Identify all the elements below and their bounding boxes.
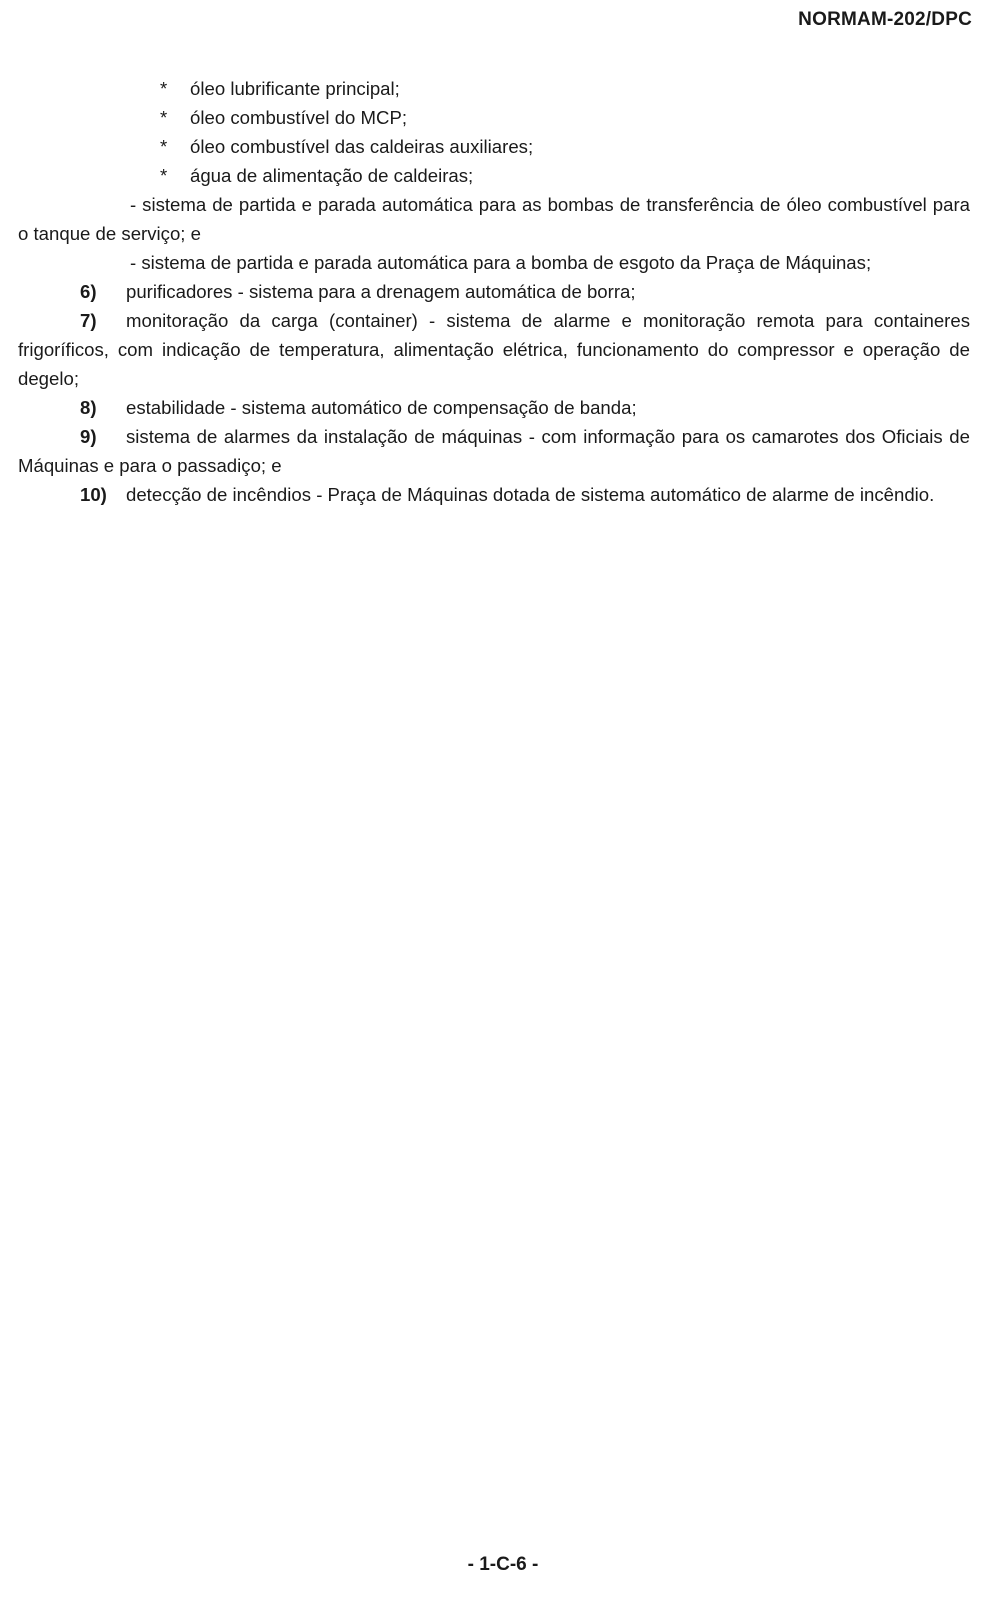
item-text: sistema de alarmes da instalação de máquinas - com informação para os camarotes dos Oficiais de Máquinas e para o passadiço; e bbox=[18, 426, 970, 476]
dash-paragraph: - sistema de partida e parada automática para a bomba de esgoto da Praça de Máquinas; bbox=[130, 252, 872, 273]
numbered-item bbox=[18, 393, 970, 422]
item-number: 6) bbox=[80, 281, 97, 302]
document-code-header: NORMAM-202/DPC bbox=[798, 9, 972, 30]
item-number: 8) bbox=[80, 397, 97, 418]
bullet-text: água de alimentação de caldeiras; bbox=[190, 165, 474, 186]
bullet-item bbox=[160, 74, 970, 103]
document-body bbox=[18, 74, 970, 509]
numbered-item bbox=[18, 277, 970, 306]
bullet-text: óleo combustível das caldeiras auxiliares; bbox=[190, 136, 534, 157]
item-number: 10) bbox=[80, 484, 107, 505]
bullet-text: óleo lubrificante principal; bbox=[190, 78, 400, 99]
bullet-text: óleo combustível do MCP; bbox=[190, 107, 408, 128]
item-number: 9) bbox=[80, 426, 97, 447]
item-text: estabilidade - sistema automático de compensação de banda; bbox=[126, 397, 637, 418]
item-text: detecção de incêndios - Praça de Máquinas dotada de sistema automático de alarme de incêndio. bbox=[126, 484, 935, 505]
numbered-item bbox=[18, 422, 970, 480]
asterisk-bullet: * bbox=[160, 107, 168, 128]
page-number-footer: - 1-C-6 - bbox=[467, 1554, 539, 1575]
item-number: 7) bbox=[80, 310, 97, 331]
dash-paragraph: - sistema de partida e parada automática para as bombas de transferência de óleo combustível para o tanque de serviço; e bbox=[18, 194, 970, 244]
asterisk-bullet: * bbox=[160, 136, 168, 157]
asterisk-bullet: * bbox=[160, 78, 168, 99]
bullet-item bbox=[160, 103, 970, 132]
asterisk-bullet: * bbox=[160, 165, 168, 186]
numbered-item bbox=[18, 480, 970, 509]
bullet-item bbox=[160, 161, 970, 190]
item-text: purificadores - sistema para a drenagem automática de borra; bbox=[126, 281, 636, 302]
bullet-item bbox=[160, 132, 970, 161]
numbered-item bbox=[18, 306, 970, 393]
item-text: monitoração da carga (container) - sistema de alarme e monitoração remota para containeres frigoríficos, com indicação de temperatura, alimentação elétrica, funcionamento do compressor e operação de degelo; bbox=[18, 310, 970, 389]
